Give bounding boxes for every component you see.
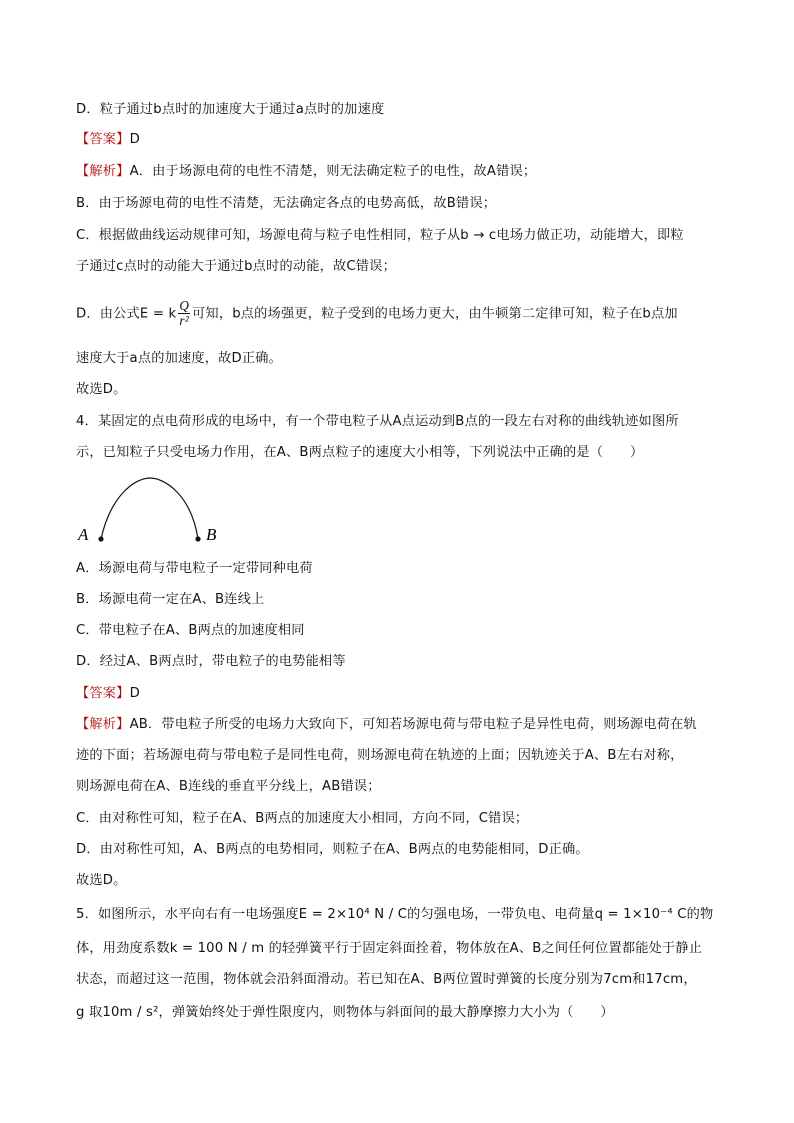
q4-answer: [76, 685, 140, 703]
q4-analysis-ab-line2: 迹的下面；若场源电荷与带电粒子是同性电荷，则场源电荷在轨迹的上面；因轨迹关于A、B左右对称，: [76, 748, 684, 763]
answer-tag: 【答案】: [76, 132, 130, 147]
curve-trajectory: [101, 478, 198, 539]
q3-analysis-a: 【解析】A．由于场源电荷的电性不清楚，则无法确定粒子的电性，故A错误；: [76, 164, 537, 179]
q4-option-d: D．经过A、B两点时，带电粒子的电势能相等: [76, 654, 346, 669]
q3-analysis-b: B．由于场源电荷的电性不清楚，无法确定各点的电势高低，故B错误；: [76, 196, 497, 211]
point-a: [98, 536, 103, 541]
formula-fraction: $\frac{Q}{\text{r²}}$: [179, 298, 190, 328]
label-a: A: [78, 525, 89, 544]
q3-analysis-d-line2: 速度大于a点的加速度，故D正确。: [76, 351, 283, 366]
answer-value: D: [129, 132, 140, 147]
q3-conclusion: 故选D。: [76, 382, 127, 397]
q4-option-b: B．场源电荷一定在A、B连线上: [76, 592, 265, 607]
q4-analysis-ab-line1: 【解析】AB．带电粒子所受的电场力大致向下，可知若场源电荷与带电粒子是异性电荷，则场源电荷在轨: [76, 717, 697, 732]
point-b: [195, 536, 200, 541]
answer-value: D: [129, 686, 140, 701]
q3-answer: [76, 131, 140, 149]
q4-analysis-c: C．由对称性可知，粒子在A、B两点的加速度大小相同，方向不同，C错误；: [76, 811, 529, 826]
q5-stem-line2: 体，用劲度系数k = 100 N / m 的轻弹簧平行于固定斜面拴着，物体放在A、B之间任何位置都能处于静止: [76, 941, 703, 956]
q5-stem-line1: 5．如图所示，水平向右有一电场强度E = 2×10⁴ N / C的匀强电场，一带负电、电荷量q = 1×10⁻⁴ C的物: [76, 907, 714, 922]
answer-tag: 【答案】: [76, 686, 130, 701]
trajectory-figure: [76, 474, 236, 552]
analysis-tag: 【解析】: [76, 717, 130, 732]
q4-analysis-d: D．由对称性可知，A、B两点的电势相同，则粒子在A、B两点的电势能相同，D正确。: [76, 842, 589, 857]
label-b: B: [206, 525, 217, 544]
q4-option-a: A．场源电荷与带电粒子一定带同种电荷: [76, 561, 313, 576]
q3-analysis-d-line1: D．由公式E = k $\frac{Q}{\text{r²}}$ 可知，b点的场强更，粒子受到的电场力更大，由牛顿第二定律可知，粒子在b点加: [76, 298, 678, 328]
q3-analysis-c-line2: 子通过c点时的动能大于通过b点时的动能，故C错误；: [76, 259, 396, 274]
analysis-tag: 【解析】: [76, 164, 130, 179]
q3-option-d: D．粒子通过b点时的加速度大于通过a点时的加速度: [76, 102, 385, 117]
q3-analysis-c-line1: C．根据做曲线运动规律可知，场源电荷与粒子电性相同，粒子从b → c电场力做正功，动能增大，即粒: [76, 228, 684, 243]
q4-option-c: C．带电粒子在A、B两点的加速度相同: [76, 623, 305, 638]
q5-stem-line3: 状态，而超过这一范围，物体就会沿斜面滑动。若已知在A、B两位置时弹簧的长度分别为7cm和17cm，: [76, 972, 697, 987]
q4-analysis-ab-line3: 则场源电荷在A、B连线的垂直平分线上，AB错误；: [76, 779, 381, 794]
q4-stem-line1: 4．某固定的点电荷形成的电场中，有一个带电粒子从A点运动到B点的一段左右对称的曲线轨迹如图所: [76, 414, 679, 429]
q4-conclusion: 故选D。: [76, 873, 127, 888]
q5-stem-line4: g 取10m / s²，弹簧始终处于弹性限度内，则物体与斜面间的最大静摩擦力大小为（ ）: [76, 1005, 614, 1020]
q4-stem-line2: 示，已知粒子只受电场力作用，在A、B两点粒子的速度大小相等，下列说法中正确的是（ ）: [76, 445, 644, 460]
